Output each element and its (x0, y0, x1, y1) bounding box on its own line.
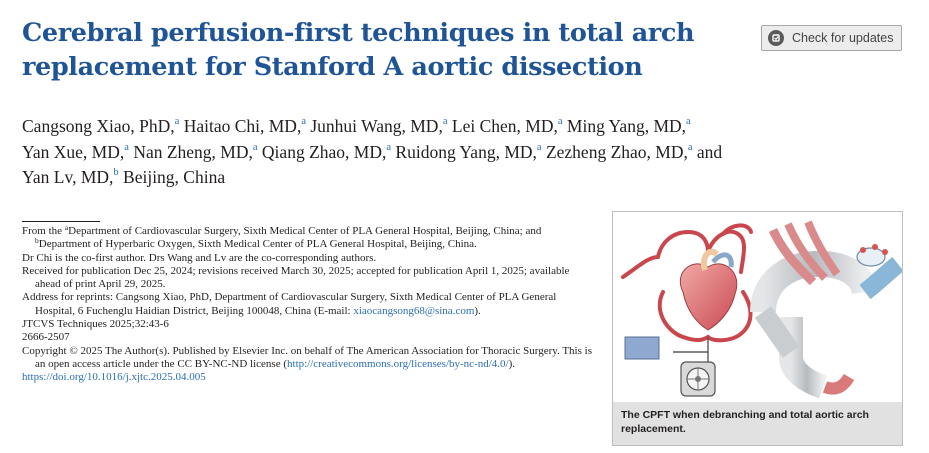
author: Haitao Chi, MD,$^a$ (183, 116, 306, 136)
central-figure (612, 211, 903, 446)
check-for-updates-label: Check for updates (792, 31, 894, 45)
author: Zezheng Zhao, MD,$^a$ (545, 141, 693, 162)
check-updates-icon (768, 30, 784, 46)
journal-citation: JTCVS Techniques 2025;32:43-6 (22, 318, 169, 331)
issn: 2666-2507 (22, 331, 70, 344)
author: Cangsong Xiao, PhD,$^a$ (22, 116, 180, 136)
author: Ruidong Yang, MD,$^a$ (395, 141, 542, 162)
doi (22, 371, 597, 384)
author: Nan Zheng, MD,$^a$ (133, 141, 258, 162)
figure-caption: The CPFT when debranching and total aortic arch replacement. (621, 409, 869, 435)
author: Qiang Zhao, MD,$^a$ (261, 141, 392, 162)
authors-and: and (696, 141, 723, 162)
cofirst-note: Dr Chi is the co-first author. Drs Wang and Lv are the co-corresponding authors. (22, 251, 377, 264)
arch-graft (763, 222, 898, 389)
author: Junhui Wang, MD,$^a$ (310, 116, 448, 136)
license-link[interactable]: http://creativecommons.org/licenses/by-nc-nd/4.0/ (287, 357, 509, 370)
reprints-address: Address for reprints: Cangsong Xiao, PhD, Department of Cardiovascular Surgery, Sixth Medical Center of PLA General Hospital, 6 Fuchenglu Haidian District, Beijing 100048, China (E-mail: xiaocangsong68@sina.com). (22, 291, 557, 317)
received-dates: Received for publication Dec 25, 2024; revisions received March 30, 2025; accepted for publication April 1, 2025; available ahead of print April 29, 2025. (22, 264, 570, 291)
affiliations: From the $^a$Department of Cardiovascular Surgery, Sixth Medical Center of PLA General Hospital, Beijing, China; and $^b$Department of Hyperbaric Oxygen, Sixth Medical Center of PLA General Hospital, Beijing, China. (22, 223, 542, 251)
copyright: Copyright © 2025 The Author(s). Published by Elsevier Inc. on behalf of The American Association for Thoracic Surgery. This is an open access article under the CC BY-NC-ND license (http://creativecommons.org/licenses/by-nc-nd/4.0/). (22, 344, 592, 370)
author: Yan Xue, MD,$^a$ (22, 141, 129, 162)
author: Lei Chen, MD,$^a$ (451, 116, 563, 136)
oxygenator (625, 337, 659, 359)
article-title: Cerebral perfusion-first techniques in total arch replacement for Stanford A aortic dissection (22, 18, 695, 82)
pump (681, 362, 715, 396)
heart (680, 252, 737, 330)
check-for-updates-button[interactable] (761, 25, 902, 51)
author: Ming Yang, MD,$^a$ (566, 116, 691, 136)
author: Yan Lv, MD,$^b$ (22, 167, 119, 187)
author-list (22, 114, 862, 191)
article-info (22, 225, 597, 385)
email-link[interactable]: xiaocangsong68@sina.com (353, 304, 475, 317)
doi-link[interactable]: https://doi.org/10.1016/j.xjtc.2025.04.005 (22, 371, 206, 384)
author-location: Beijing, China (123, 167, 226, 187)
footnote-rule (22, 221, 100, 222)
figure-illustration (613, 212, 902, 402)
